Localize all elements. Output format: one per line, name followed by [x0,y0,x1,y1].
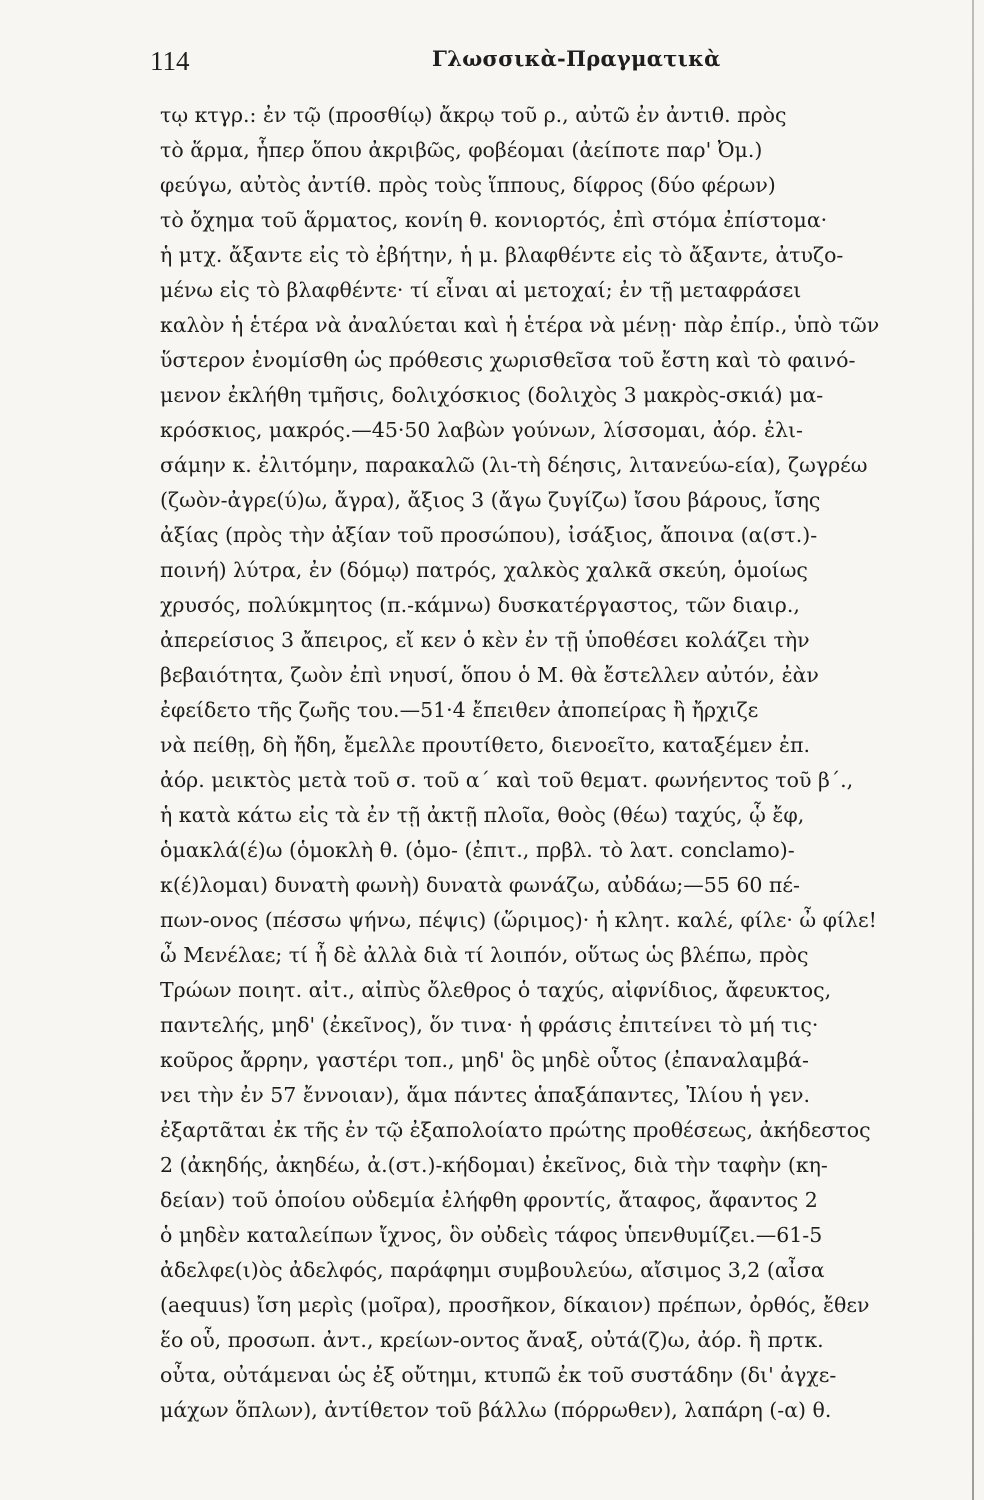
commentary-text [160,98,966,1428]
text-line: (aequus) ἴση μερὶς (μοῖρα), προσῆκον, δίκαιον) πρέπων, ὀρθός, ἔθεν [160,1293,870,1317]
text-line: ὁ μηδὲν καταλείπων ἴχνος, ὃν οὐδεὶς τάφος ὑπενθυμίζει.—61-5 [160,1223,823,1247]
text-line: ἀξίας (πρὸς τὴν ἀξίαν τοῦ προσώπου), ἰσάξιος, ἄποινα (α(στ.)- [160,523,818,547]
text-line: μάχων ὅπλων), ἀντίθετον τοῦ βάλλω (πόρρωθεν), λαπάρη (-α) θ. [160,1398,832,1422]
text-line: τῳ κτγρ.: ἐν τῷ (προσθίῳ) ἄκρῳ τοῦ ρ., αὐτῶ ἐν ἀντιθ. πρὸς [160,103,787,127]
text-line: χρυσός, πολύκμητος (π.-κάμνω) δυσκατέργαστος, τῶν διαιρ., [160,593,800,617]
text-line: ὦ Μενέλαε; τί ἦ δὲ ἀλλὰ διὰ τί λοιπόν, οὕτως ὡς βλέπω, πρὸς [160,943,809,967]
text-line: ἐφείδετο τῆς ζωῆς του.—51·4 ἔπειθεν ἀποπείρας ἢ ἤρχιζε [160,698,759,722]
text-line: φεύγω, αὐτὸς ἀντίθ. πρὸς τοὺς ἵππους, δίφρος (δύο φέρων) [160,173,776,197]
text-line: κρόσκιος, μακρός.—45·50 λαβὼν γούνων, λίσσομαι, ἀόρ. ἐλι- [160,418,803,442]
text-line: καλὸν ἡ ἑτέρα νὰ ἀναλύεται καὶ ἡ ἑτέρα νὰ μένῃ· πὰρ ἐπίρ., ὑπὸ τῶν [160,313,880,337]
text-line: ὕστερον ἐνομίσθη ὡς πρόθεσις χωρισθεῖσα τοῦ ἔστη καὶ τὸ φαινό- [160,348,856,372]
text-line: Τρώων ποιητ. αἰτ., αἰπὺς ὄλεθρος ὁ ταχύς, αἰφνίδιος, ἄφευκτος, [160,978,832,1002]
page-number: 114 [150,46,190,76]
text-line: (ζωὸν-ἀγρε(ύ)ω, ἄγρα), ἄξιος 3 (ἄγω ζυγίζω) ἴσου βάρους, ἴσης [160,488,821,512]
text-line: ποινή) λύτρα, ἐν (δόμῳ) πατρός, χαλκὸς χαλκᾶ σκεύη, ὁμοίως [160,558,808,582]
text-line: κοῦρος ἄρρην, γαστέρι τοπ., μηδ' ὃς μηδὲ οὗτος (ἐπαναλαμβά- [160,1048,809,1072]
text-line: ἡ μτχ. ἄξαντε εἰς τὸ ἐβήτην, ἡ μ. βλαφθέντε εἰς τὸ ἄξαντε, ἀτυζο- [160,243,844,267]
text-line: νὰ πείθῃ, δὴ ἤδη, ἔμελλε προυτίθετο, διενοεῖτο, καταξέμεν ἐπ. [160,733,810,757]
text-line: ὁμακλά(έ)ω (ὁμοκλὴ θ. (ὁμο- (ἐπιτ., πρβλ. τὸ λατ. conclamo)- [160,838,795,862]
text-line: κ(έ)λομαι) δυνατὴ φωνὴ) δυνατὰ φωνάζω, αὐδάω;—55 60 πέ- [160,873,800,897]
page-header [150,38,944,78]
text-line: οὖτα, οὐτάμεναι ὡς ἐξ οὔτημι, κτυπῶ ἐκ τοῦ συστάδην (δι' ἀγχε- [160,1363,837,1387]
text-line: μενον ἐκλήθη τμῆσις, δολιχόσκιος (δολιχὸς 3 μακρὸς-σκιά) μα- [160,383,824,407]
text-line: ἡ κατὰ κάτω εἰς τὰ ἐν τῇ ἀκτῇ πλοῖα, θοὸς (θέω) ταχύς, ᾧ ἔφ, [160,803,805,827]
text-line: μένω εἰς τὸ βλαφθέντε· τί εἶναι αἱ μετοχαί; ἐν τῇ μεταφράσει [160,278,802,302]
text-line: τὸ ἅρμα, ἧπερ ὅπου ἀκριβῶς, φοβέομαι (ἀείποτε παρ' Ὀμ.) [160,138,763,162]
text-line: βεβαιότητα, ζωὸν ἐπὶ νηυσί, ὅπου ὁ Μ. θὰ ἔστελλεν αὐτόν, ἐὰν [160,663,819,687]
text-line: ἀπερείσιος 3 ἄπειρος, εἴ κεν ὁ κὲν ἐν τῇ ὑποθέσει κολάζει τὴν [160,628,810,652]
text-line: πων-ονος (πέσσω ψήνω, πέψις) (ὥριμος)· ἡ κλητ. καλέ, φίλε· ὦ φίλε! [160,908,877,932]
running-title: Γλωσσικὰ-Πραγματικὰ [432,46,721,71]
page-edge-shadow [972,0,974,1500]
text-line: ἀδελφε(ι)ὸς ἀδελφός, παράφημι συμβουλεύω, αἴσιμος 3,2 (αἶσα [160,1258,825,1282]
text-line: νει τὴν ἐν 57 ἔννοιαν), ἅμα πάντες ἁπαξάπαντες, Ἰλίου ἡ γεν. [160,1083,810,1107]
text-line: σάμην κ. ἐλιτόμην, παρακαλῶ (λι-τὴ δέησις, λιτανεύω-εία), ζωγρέω [160,453,868,477]
text-line: ἕο οὗ, προσωπ. ἀντ., κρείων-οντος ἄναξ, οὐτά(ζ)ω, ἀόρ. ἢ πρτκ. [160,1328,824,1352]
text-line: παντελής, μηδ' (ἐκεῖνος), ὅν τινα· ἡ φράσις ἐπιτείνει τὸ μή τις· [160,1013,819,1037]
text-line: τὸ ὄχημα τοῦ ἅρματος, κονίη θ. κονιορτός, ἐπὶ στόμα ἐπίστομα· [160,208,828,232]
text-line: ἐξαρτᾶται ἐκ τῆς ἐν τῷ ἐξαπολοίατο πρώτης προθέσεως, ἀκήδεστος [160,1118,871,1142]
text-line: 2 (ἀκηδής, ἀκηδέω, ἀ.(στ.)-κήδομαι) ἐκεῖνος, διὰ τὴν ταφὴν (κη- [160,1153,828,1177]
text-line: ἀόρ. μεικτὸς μετὰ τοῦ σ. τοῦ α΄ καὶ τοῦ θεματ. φωνήεντος τοῦ β΄., [160,768,854,792]
text-line: δείαν) τοῦ ὁποίου οὐδεμία ἐλήφθη φροντίς, ἄταφος, ἄφαντος 2 [160,1188,818,1212]
